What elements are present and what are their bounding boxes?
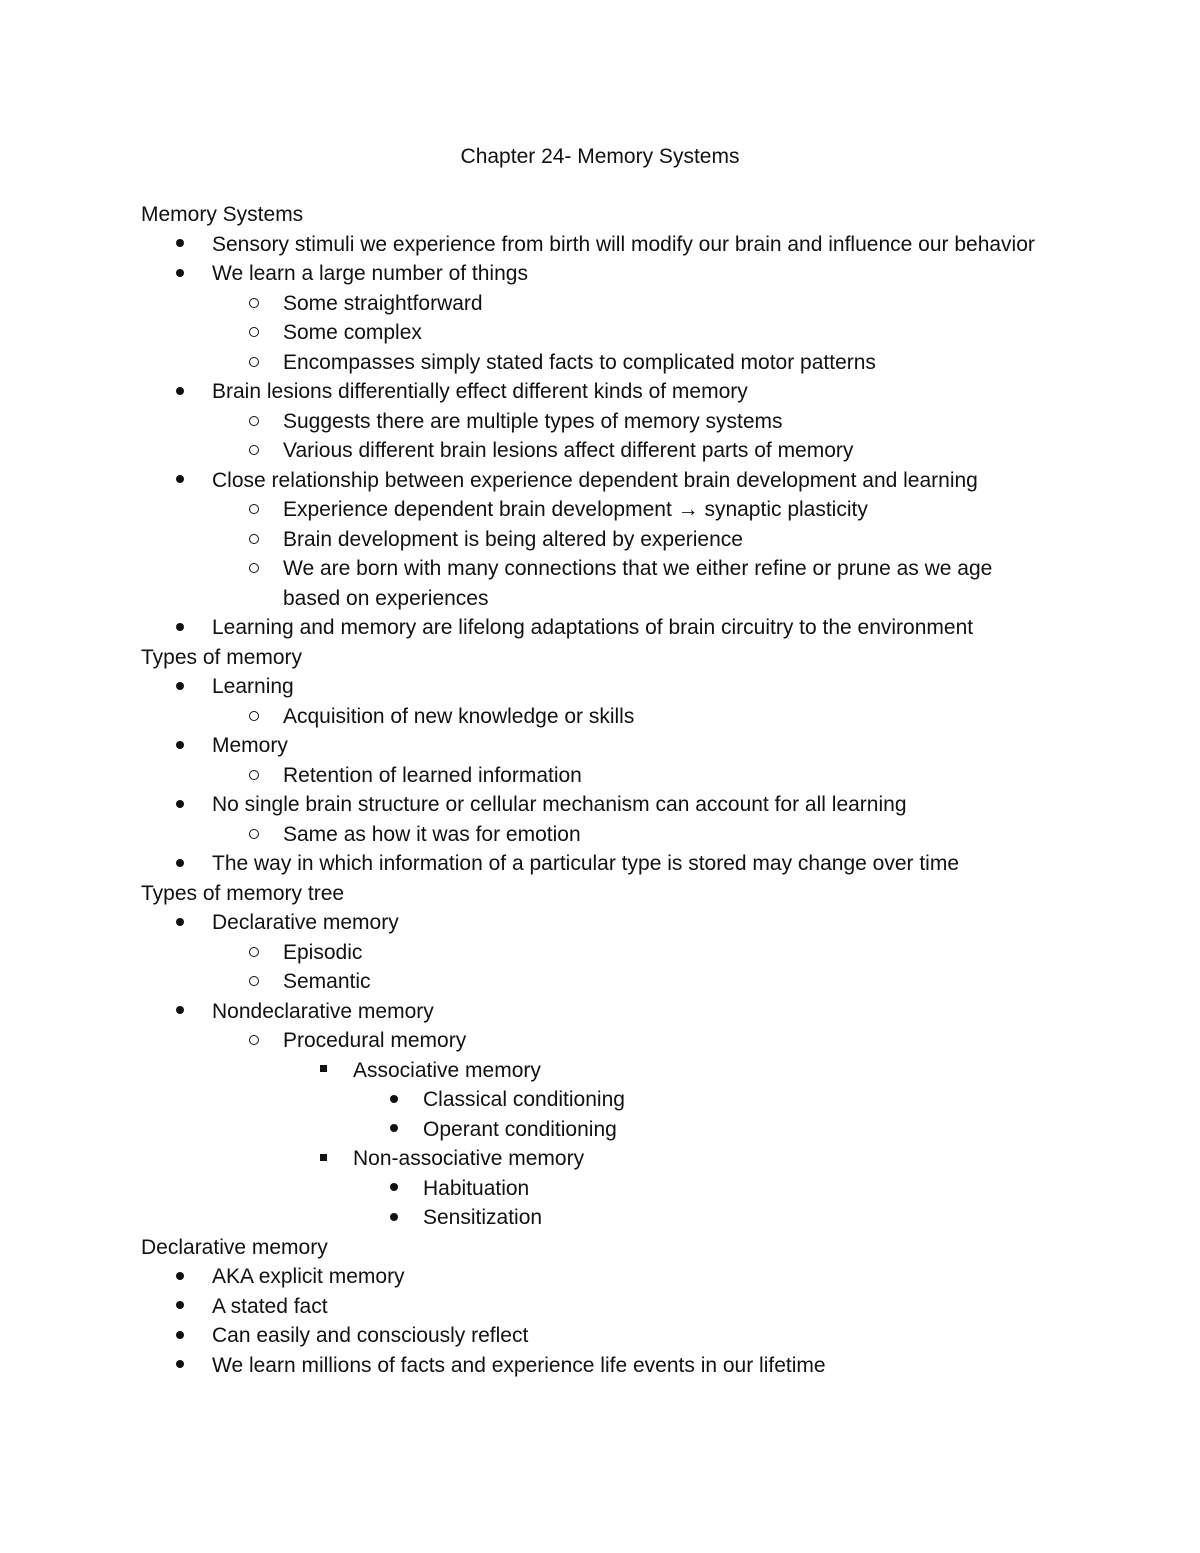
list-item-text: AKA explicit memory [212, 1265, 405, 1288]
list-item-text: We are born with many connections that we either refine or prune as we age based on experiences [283, 557, 993, 610]
bullet-dot-icon [170, 613, 190, 643]
bullet-circle-icon [244, 938, 264, 968]
list-item [141, 997, 1041, 1027]
list-item [141, 377, 1041, 407]
bullet-circle-icon [244, 702, 264, 732]
list-item [141, 259, 1041, 289]
bullet-square-icon [313, 1056, 333, 1086]
bullet-circle-icon [244, 820, 264, 850]
bullet-circle-icon [244, 348, 264, 378]
list-item [141, 1026, 1041, 1056]
list-item [141, 702, 1041, 732]
bullet-dot-icon [170, 908, 190, 938]
bullet-circle-icon [244, 407, 264, 437]
list-item [141, 407, 1041, 437]
list-item-text: Various different brain lesions affect different parts of memory [283, 439, 854, 462]
list-item-text: Close relationship between experience dependent brain development and learning [212, 468, 978, 492]
list-item-text: Associative memory [353, 1058, 541, 1082]
list-item-text: Brain lesions differentially effect different kinds of memory [212, 380, 748, 403]
list-item [141, 731, 1041, 761]
bullet-dot-icon [170, 790, 190, 820]
bullet-dot-icon [384, 1174, 404, 1204]
list-item-text: Can easily and consciously reflect [212, 1324, 529, 1347]
list-item-text: Same as how it was for emotion [283, 822, 581, 846]
list-item-text: Non-associative memory [353, 1147, 585, 1170]
bullet-dot-icon [170, 849, 190, 879]
list-item-text: Some complex [283, 321, 422, 344]
bullet-circle-icon [244, 525, 264, 555]
bullet-circle-icon [244, 318, 264, 348]
list-item-text: Nondeclarative memory [212, 999, 434, 1023]
list-item [141, 466, 1041, 496]
list-item [141, 820, 1041, 850]
list-item [141, 1321, 1041, 1351]
bullet-dot-icon [170, 377, 190, 407]
bullet-square-icon [313, 1144, 333, 1174]
list-item-text: Habituation [423, 1176, 530, 1200]
list-item [141, 1351, 1041, 1381]
list-item [141, 849, 1041, 879]
list-item-text: Sensory stimuli we experience from birth will modify our brain and influence our behavior [212, 232, 1035, 256]
bullet-circle-icon [244, 495, 264, 525]
list-item-text: Brain development is being altered by experience [283, 527, 743, 551]
list-item [141, 1144, 1041, 1174]
section-heading: Memory Systems [141, 203, 304, 226]
section-heading: Types of memory tree [141, 881, 345, 905]
list-item [141, 1174, 1041, 1204]
bullet-dot-icon [170, 1292, 190, 1322]
bullet-dot-icon [170, 1321, 190, 1351]
list-item [141, 436, 1041, 466]
bullet-dot-icon [170, 230, 190, 260]
list-item-text: Learning and memory are lifelong adaptations of brain circuitry to the environment [212, 616, 974, 639]
list-item [141, 1292, 1041, 1322]
list-item [141, 1085, 1041, 1115]
notes-content [141, 200, 1041, 1380]
list-item [141, 525, 1041, 555]
list-item [141, 554, 1041, 613]
list-item [141, 967, 1041, 997]
bullet-circle-icon [244, 967, 264, 997]
list-item [141, 318, 1041, 348]
list-item [141, 613, 1041, 643]
list-item-text: Learning [212, 675, 294, 698]
list-item-text: Retention of learned information [283, 763, 582, 787]
list-item-text: Episodic [283, 940, 363, 964]
bullet-dot-icon [170, 466, 190, 496]
list-item [141, 495, 1041, 525]
list-item [141, 1262, 1041, 1292]
list-item-text: Encompasses simply stated facts to complicated motor patterns [283, 350, 876, 374]
bullet-circle-icon [244, 761, 264, 791]
list-item-text: Some straightforward [283, 291, 483, 315]
section-heading: Types of memory [141, 645, 303, 669]
bullet-dot-icon [170, 672, 190, 702]
bullet-dot-icon [384, 1115, 404, 1145]
list-item-text: We learn a large number of things [212, 262, 528, 285]
list-item [141, 230, 1041, 260]
bullet-dot-icon [170, 997, 190, 1027]
list-item [141, 672, 1041, 702]
list-item-text: Suggests there are multiple types of memory systems [283, 409, 783, 433]
list-item [141, 348, 1041, 378]
list-item [141, 908, 1041, 938]
list-item-text: Semantic [283, 970, 371, 993]
list-item-text: Experience dependent brain development → synaptic plasticity [283, 498, 868, 521]
list-item-text: Classical conditioning [423, 1088, 625, 1111]
list-item-text: The way in which information of a particular type is stored may change over time [212, 852, 960, 875]
section-heading: Declarative memory [141, 1235, 328, 1259]
list-item-text: Operant conditioning [423, 1117, 617, 1141]
list-item-text: Procedural memory [283, 1029, 467, 1052]
bullet-dot-icon [170, 259, 190, 289]
list-item-text: No single brain structure or cellular mechanism can account for all learning [212, 793, 907, 816]
bullet-dot-icon [170, 1262, 190, 1292]
list-item-text: Declarative memory [212, 911, 399, 934]
list-item-text: We learn millions of facts and experience life events in our lifetime [212, 1353, 826, 1377]
list-item [141, 1115, 1041, 1145]
bullet-dot-icon [170, 1351, 190, 1381]
list-item [141, 1203, 1041, 1233]
list-item [141, 790, 1041, 820]
list-item-text: Acquisition of new knowledge or skills [283, 704, 635, 728]
list-item-text: A stated fact [212, 1294, 328, 1318]
bullet-dot-icon [384, 1203, 404, 1233]
list-item-text: Memory [212, 734, 288, 757]
bullet-circle-icon [244, 289, 264, 319]
list-item [141, 938, 1041, 968]
bullet-circle-icon [244, 554, 264, 584]
list-item [141, 761, 1041, 791]
bullet-circle-icon [244, 436, 264, 466]
bullet-dot-icon [384, 1085, 404, 1115]
list-item-text: Sensitization [423, 1206, 543, 1229]
bullet-circle-icon [244, 1026, 264, 1056]
list-item [141, 1056, 1041, 1086]
list-item [141, 289, 1041, 319]
bullet-dot-icon [170, 731, 190, 761]
page-title: Chapter 24- Memory Systems [460, 145, 740, 168]
